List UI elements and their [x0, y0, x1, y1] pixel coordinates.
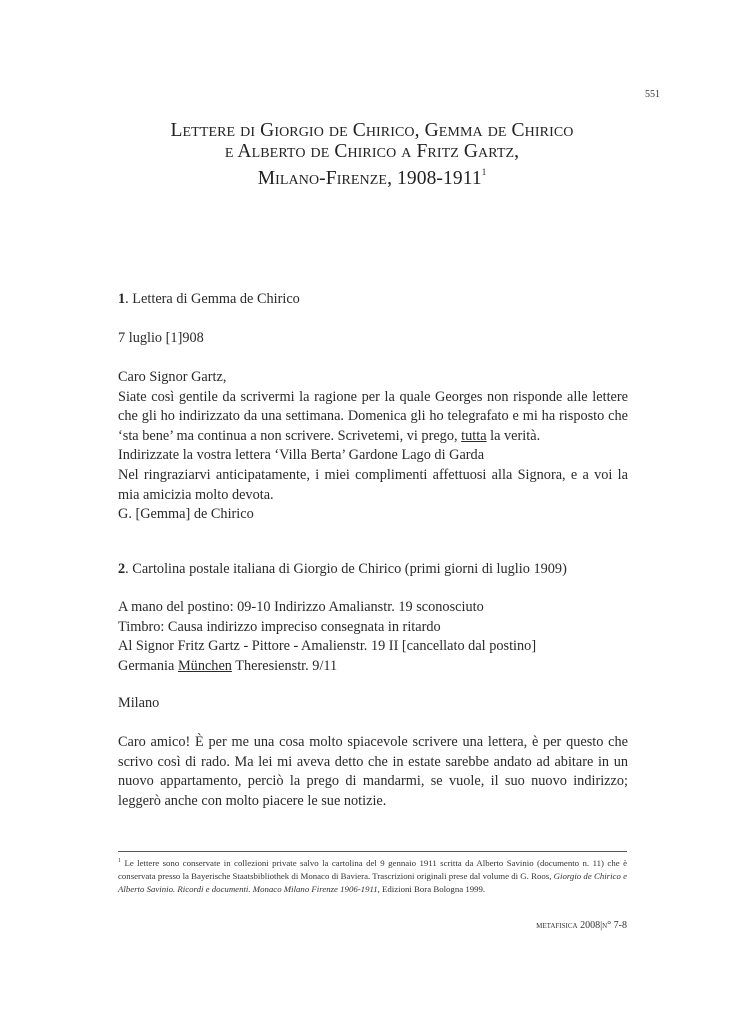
letter-1-address: Indirizzate la vostra lettera ‘Villa Berta’ Gardone Lago di Garda — [118, 447, 485, 464]
footnote-book-title: Giorgio de Chirico e Alberto Savinio. Ricordi e documenti. Monaco Milano Firenze 1906-1911 — [118, 870, 627, 894]
footnote-text: Le lettere sono conservate in collezioni private salvo la cartolina del 9 gennaio 1911 scritta da Alberto Savinio (documento n. 11) che è conservata presso la Bayerische Staatsbibliothek di Monaco di Baviera. Trascrizioni originali prese dal volume di G. Roos, — [118, 857, 627, 881]
footnote-divider — [118, 851, 627, 852]
letter-2-title: . Cartolina postale italiana di Giorgio de Chirico (primi giorni di luglio 1909) — [125, 561, 567, 577]
footnote-reference[interactable]: 1 — [481, 167, 487, 177]
journal-name: metafisica — [536, 920, 578, 931]
journal-issue: n° 7-8 — [602, 920, 627, 931]
letter-1-signature: G. [Gemma] de Chirico — [118, 506, 254, 523]
postal-note-1: A mano del postino: 09-10 Indirizzo Amalianstr. 19 sconosciuto — [118, 599, 484, 615]
letter-1-number: 1 — [118, 291, 126, 307]
letter-1-salutation: Caro Signor Gartz, — [118, 369, 227, 385]
postal-note-2: Timbro: Causa indirizzo impreciso consegnata in ritardo — [118, 618, 441, 635]
article-title — [117, 120, 627, 189]
letter-2-place-text: Milano — [118, 695, 160, 711]
letter-2-paragraph: Caro amico! È per me una cosa molto spiacevole scrivere una lettera, è per questo che scrivo così di rado. Ma lei mi aveva detto che in estate sarebbe andato ad abitare in un nuovo appartamento, perciò la prego di mandarmi, se vuole, il suo nuovo indirizzo; leggerò anche con molto piacere le sue notizie. — [118, 734, 628, 809]
title-line-3-text: Milano-Firenze, 1908-1911 — [257, 168, 482, 189]
letter-1-body — [118, 368, 628, 525]
letter-1-heading — [118, 290, 628, 310]
title-line-1: Lettere di Giorgio de Chirico, Gemma de Chirico — [170, 120, 574, 141]
letter-2-place — [118, 694, 628, 714]
title-line-3 — [117, 162, 627, 189]
underlined-city: München — [177, 657, 232, 674]
postal-note-4 — [118, 657, 628, 677]
title-line-2: e Alberto de Chirico a Fritz Gartz, — [224, 141, 520, 162]
letter-1-title: . Lettera di Gemma de Chirico — [125, 291, 300, 307]
letter-2-number: 2 — [118, 561, 126, 577]
postal-note-3: Al Signor Fritz Gartz - Pittore - Amalienstr. 19 II [cancellato dal postino] — [118, 638, 537, 655]
postal-note-4-country: Germania — [118, 657, 178, 674]
postal-note-4-street: Theresienstr. 9/11 — [231, 657, 338, 674]
underlined-word: tutta — [461, 427, 487, 444]
journal-separator: | — [600, 920, 603, 931]
letter-1-paragraph-end: la verità. — [486, 427, 541, 444]
journal-year: 2008 — [580, 920, 601, 931]
letter-2-heading — [118, 560, 628, 580]
page-number: 551 — [645, 89, 660, 100]
letter-1-closing: Nel ringraziarvi anticipatamente, i miei complimenti affettuosi alla Signora, e a voi la mia amicizia molto devota. — [118, 466, 628, 503]
journal-footer — [440, 920, 627, 931]
footnote — [118, 855, 627, 896]
letter-1-paragraph-text: Siate così gentile da scrivermi la ragione per la quale Georges non risponde alle lettere che gli ho indirizzato da una settimana. Domenica gli ho telegrafato e mi ha risposto che ‘sta bene’ ma continua a non scrivere. Scrivetemi, vi prego, — [118, 388, 628, 444]
letter-1-paragraph — [118, 388, 628, 447]
footnote-publisher: , Edizioni Bora Bologna 1999. — [377, 883, 486, 894]
letter-1-date — [118, 329, 628, 349]
letter-2-body — [118, 733, 628, 811]
footnote-marker: 1 — [118, 858, 121, 864]
letter-1-date-text: 7 luglio [1]908 — [118, 330, 204, 346]
letter-2-postal-notes — [118, 598, 628, 676]
